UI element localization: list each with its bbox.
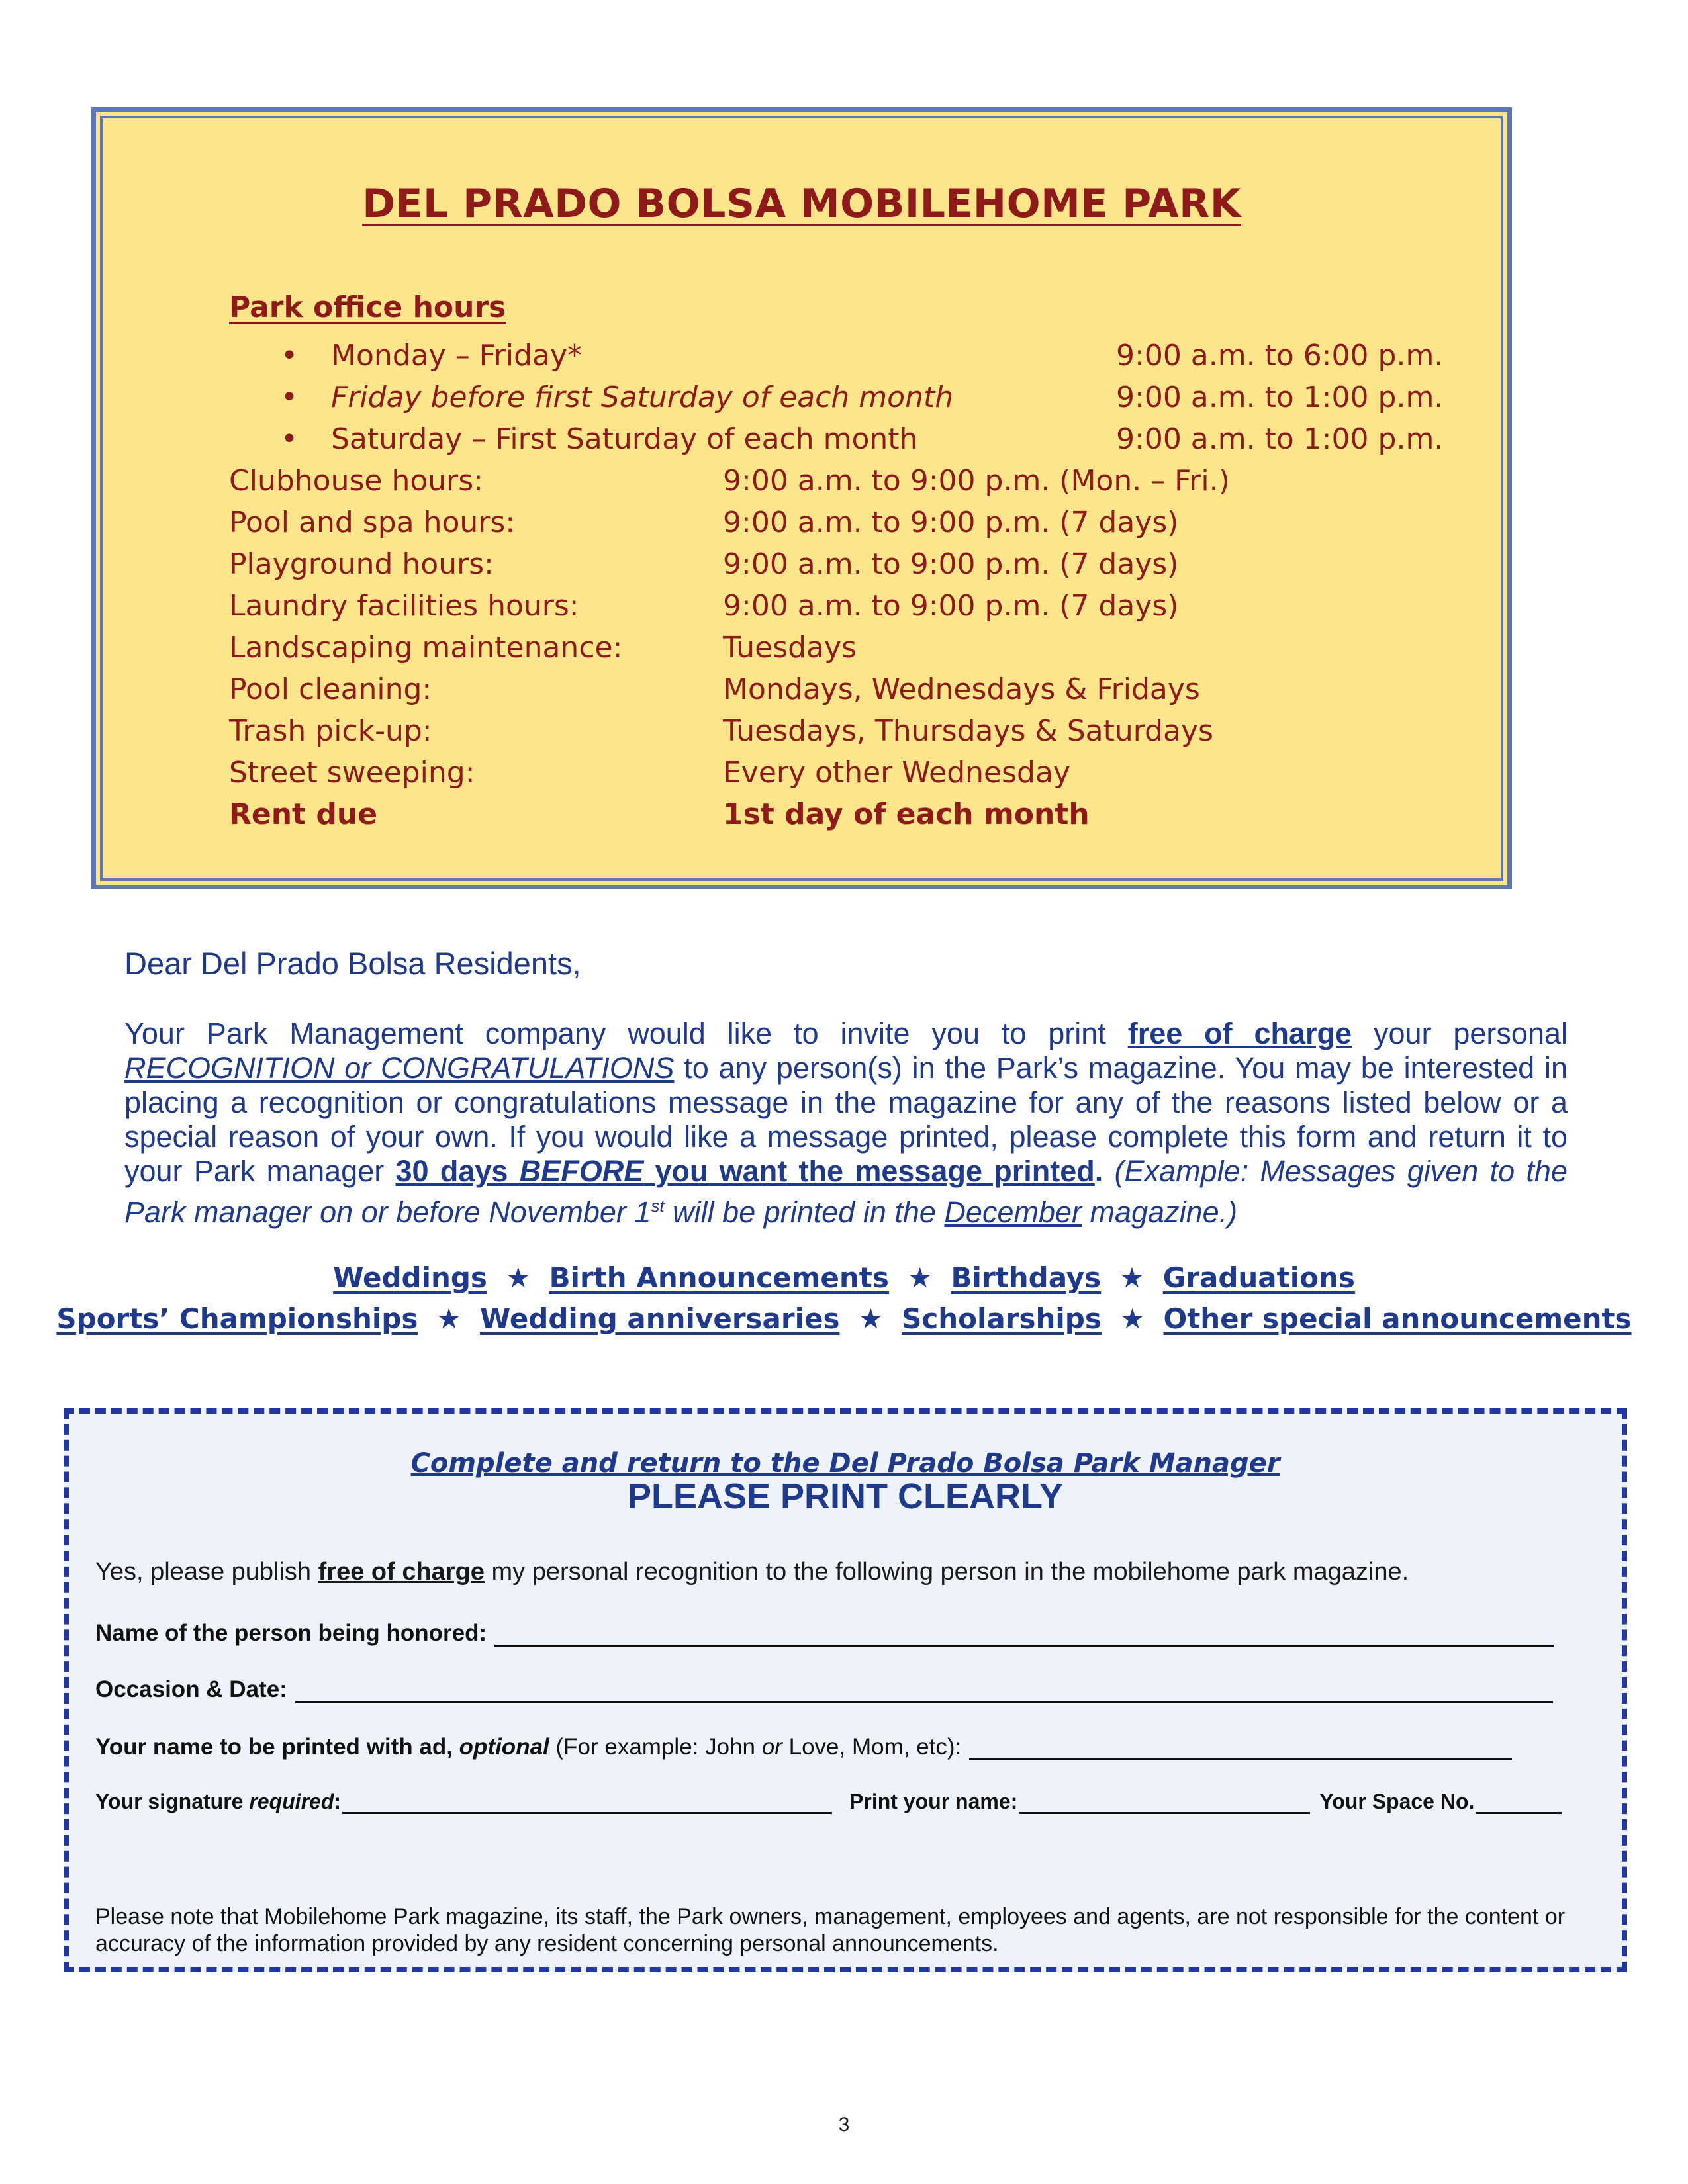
december-text: December: [944, 1195, 1082, 1229]
letter-text: Your Park Management company would like to invite you to print: [124, 1017, 1106, 1050]
bullet-icon: •: [281, 422, 298, 456]
reason-item: Graduations: [1162, 1261, 1355, 1294]
deadline-days: 30 days: [395, 1154, 508, 1188]
reasons-line-2: [0, 1302, 1688, 1335]
schedule-value: Tuesdays: [723, 631, 857, 664]
schedule-value: Every other Wednesday: [723, 756, 1070, 790]
space-number-label: Your Space No.: [1319, 1790, 1475, 1813]
schedule-label: Landscaping maintenance:: [229, 631, 623, 664]
office-hours-label: Friday before first Saturday of each month: [331, 381, 954, 414]
bullet-icon: •: [281, 339, 298, 373]
park-title: DEL PRADO BOLSA MOBILEHOME PARK: [362, 181, 1241, 227]
schedule-value: 9:00 a.m. to 9:00 p.m. (7 days): [723, 547, 1179, 581]
star-icon: ★: [1119, 1302, 1145, 1335]
intro-text: Yes, please publish: [95, 1558, 312, 1586]
occasion-label: Occasion & Date:: [95, 1676, 287, 1702]
honoree-name-label: Name of the person being honored:: [95, 1620, 487, 1646]
schedule-label: Pool and spa hours:: [229, 506, 516, 539]
example-end-text: Love, Mom, etc):: [788, 1734, 962, 1760]
free-of-charge-text: free of charge: [318, 1558, 485, 1586]
your-name-input[interactable]: [969, 1736, 1512, 1760]
schedule-value: 9:00 a.m. to 9:00 p.m. (Mon. – Fri.): [723, 464, 1230, 498]
schedule-label: Rent due: [229, 797, 378, 831]
reason-item: Other special announcements: [1163, 1302, 1632, 1335]
example-text: (For example: John: [555, 1734, 756, 1760]
schedule-label: Street sweeping:: [229, 756, 475, 790]
schedule-value: Mondays, Wednesdays & Fridays: [723, 672, 1200, 706]
recognition-form: [64, 1408, 1627, 1972]
office-hours-time: 9:00 a.m. to 1:00 p.m.: [1116, 381, 1444, 414]
letter-greeting: Dear Del Prado Bolsa Residents,: [124, 946, 581, 981]
page-number: 3: [838, 2114, 850, 2136]
office-hours-label: Monday – Friday*: [331, 339, 583, 373]
free-of-charge-text: free of charge: [1127, 1017, 1352, 1050]
signature-input[interactable]: [342, 1790, 832, 1814]
schedule-value: Tuesdays, Thursdays & Saturdays: [723, 714, 1213, 748]
example-text: will be printed in the: [673, 1195, 936, 1229]
reason-item: Scholarships: [902, 1302, 1102, 1335]
letter-text: your personal: [1373, 1017, 1568, 1050]
occasion-input[interactable]: [295, 1678, 1553, 1703]
form-intro: [95, 1558, 1409, 1586]
recognition-text: RECOGNITION or CONGRATULATIONS: [124, 1051, 675, 1085]
form-heading: Complete and return to the Del Prado Bolsa Park Manager: [410, 1448, 1280, 1479]
print-name-label: Print your name:: [849, 1790, 1018, 1813]
intro-text: my personal recognition to the following person in the mobilehome park magazine.: [491, 1558, 1409, 1586]
park-info-box: [91, 107, 1512, 889]
honoree-name-input[interactable]: [494, 1622, 1554, 1647]
letter-body: Your Park Management company would like to invite you to print free of charge your personal RECOGNITION or CONGRATULATIONS to any person(s) in the Park’s magazine. You may be interested in placing a recognition or congratulations message in the magazine for any of the reasons listed below or a special reason of your own. If you would like a message printed, please complete this form and return it to your Park manager 30 days BEFORE you want the message printed. (Example: Messages given to the Park manager on or before November 1st will be printed in the December magazine.): [124, 1017, 1568, 1229]
schedule-label: Pool cleaning:: [229, 672, 432, 706]
schedule-label: Playground hours:: [229, 547, 494, 581]
schedule-value: 9:00 a.m. to 9:00 p.m. (7 days): [723, 506, 1179, 539]
example-text: (Example: Messages given to the Park manager on or before November 1: [124, 1154, 1568, 1229]
example-or-text: or: [761, 1734, 782, 1760]
star-icon: ★: [1119, 1261, 1145, 1294]
honoree-name-field: [95, 1620, 1554, 1647]
schedule-value: 1st day of each month: [723, 797, 1090, 831]
office-hours-label: Saturday – First Saturday of each month: [331, 422, 918, 456]
star-icon: ★: [858, 1302, 884, 1335]
signature-label: Your signature: [95, 1790, 244, 1813]
office-hours-time: 9:00 a.m. to 6:00 p.m.: [1116, 339, 1444, 373]
your-name-field: [95, 1734, 1512, 1760]
schedule-value: 9:00 a.m. to 9:00 p.m. (7 days): [723, 589, 1179, 623]
office-hours-heading: Park office hours: [229, 291, 506, 324]
space-number-input[interactable]: [1476, 1790, 1562, 1814]
optional-text: optional: [459, 1734, 549, 1760]
deadline-text: [396, 1154, 1095, 1188]
example-text: magazine.): [1090, 1195, 1238, 1229]
deadline-printed: you want the message printed: [655, 1154, 1095, 1188]
star-icon: ★: [436, 1302, 461, 1335]
reason-item: Sports’ Championships: [56, 1302, 418, 1335]
star-icon: ★: [907, 1261, 933, 1294]
deadline-before: BEFORE: [519, 1154, 644, 1188]
reason-item: Birth Announcements: [549, 1261, 889, 1294]
reason-item: Wedding anniversaries: [479, 1302, 840, 1335]
reason-item: Weddings: [333, 1261, 487, 1294]
disclaimer-text: Please note that Mobilehome Park magazine, its staff, the Park owners, management, employees and agents, are not responsible for the content or accuracy of the information provided by any resident concerning personal announcements.: [95, 1904, 1566, 1956]
print-name-input[interactable]: [1019, 1790, 1310, 1814]
star-icon: ★: [505, 1261, 531, 1294]
signature-row: Your signature required : Print your name: Your Space No.: [95, 1790, 1562, 1814]
your-name-label: Your name to be printed with ad,: [95, 1734, 453, 1760]
schedule-label: Trash pick-up:: [229, 714, 432, 748]
ordinal-suffix: st: [651, 1196, 665, 1216]
required-text: required: [249, 1790, 334, 1813]
office-hours-time: 9:00 a.m. to 1:00 p.m.: [1116, 422, 1444, 456]
reason-item: Birthdays: [951, 1261, 1102, 1294]
letter-text: to any person(s) in the Park’s magazine. You may be interested in placing a recognition or congratulations message in the magazine for any of the reasons listed below or a special reason of your own. If you would like a message printed, please complete this form and return it to your Park manager: [124, 1051, 1568, 1188]
occasion-field: [95, 1676, 1553, 1703]
schedule-label: Laundry facilities hours:: [229, 589, 579, 623]
bullet-icon: •: [281, 381, 298, 414]
reasons-line-1: [0, 1261, 1688, 1294]
form-title: PLEASE PRINT CLEARLY: [627, 1477, 1064, 1516]
schedule-label: Clubhouse hours:: [229, 464, 483, 498]
